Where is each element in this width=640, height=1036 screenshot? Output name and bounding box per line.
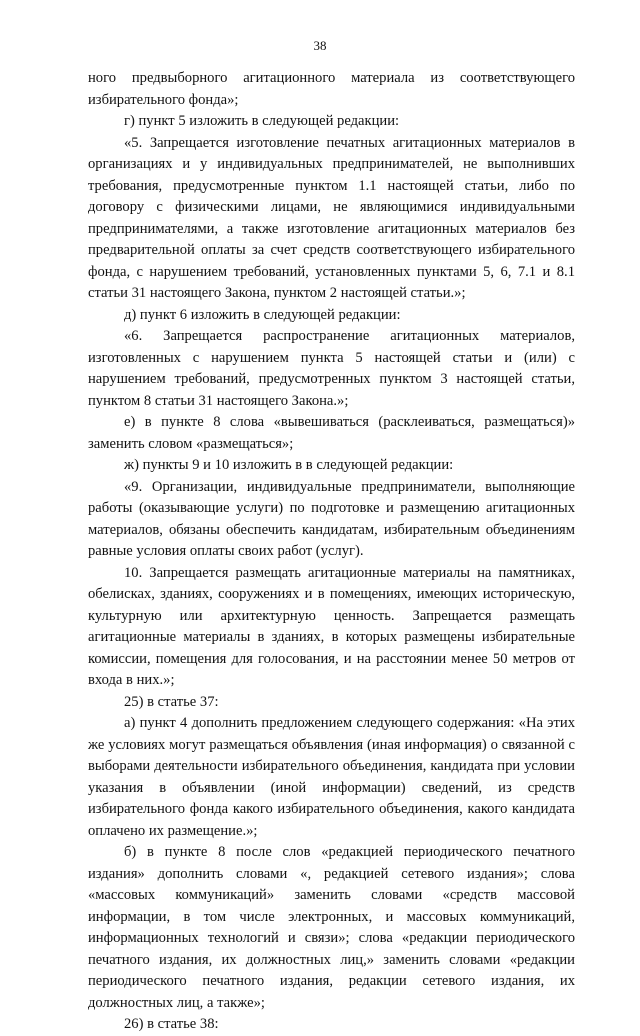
paragraph: г) пункт 5 изложить в следующей редакции:	[124, 113, 400, 129]
paragraph: ного предвыборного агитационного материала из соответствующего избирательного фонда»;	[88, 70, 575, 108]
paragraph: д) пункт 6 изложить в следующей редакции:	[124, 306, 401, 323]
paragraph: «9. Организации, индивидуальные предприниматели, выполняющие работы (оказывающие услуги) по подготовке и размещению агитационных материалов, обязаны обеспечить кандидатам, избирательным объединениям равные условия оплаты своих работ (услуг).	[88, 478, 575, 559]
paragraph: е) в пункте 8 слова «вывешиваться (расклеиваться, размещаться)» заменить словом «размещаться»;	[88, 414, 575, 452]
paragraph: ж) пункты 9 и 10 изложить в в следующей редакции:	[124, 457, 454, 473]
paragraph: «6. Запрещается распространение агитационных материалов, изготовленных с нарушением пункта 5 настоящей статьи и (или) с нарушением требований, предусмотренных пунктом 3 настоящей статьи, пунктом 8 статьи 31 настоящего Закона.»;	[88, 328, 575, 409]
paragraph: б) в пункте 8 после слов «редакцией периодического печатного издания» дополнить словами «, редакцией сетевого издания»; слова «массовых коммуникаций» заменить словами «средств массовой информации, в том числе электронных, и массовых коммуникаций, информационных технологий и связи»; слова «редакции периодического печатного издания, их должностных лиц,» заменить словами «редакции периодического печатного издания, редакции сетевого издания, их должностных лиц, а также»;	[88, 844, 575, 1011]
paragraph: 10. Запрещается размещать агитационные материалы на памятниках, обелисках, зданиях, сооружениях и в помещениях, имеющих историческую, культурную или архитектурную ценность. Запрещается размещать агитационные материалы в зданиях, в которых размещены избирательные комиссии, помещения для голосования, и на расстоянии менее 50 метров от входа в них.»;	[88, 564, 575, 688]
paragraph: 26) в статье 38:	[124, 1016, 219, 1032]
page-number: 38	[313, 38, 327, 53]
paragraph: 25) в статье 37:	[124, 693, 219, 710]
document-body	[88, 68, 575, 1036]
paragraph: «5. Запрещается изготовление печатных агитационных материалов в организациях и у индивидуальных предпринимателей, не выполнивших требования, предусмотренные пунктом 1.1 настоящей статьи, либо по договору с физическими лицами, не являющимися индивидуальными предпринимателями, а также изготовление агитационных материалов без предварительной оплаты за счет средств соответствующего избирательного фонда, с нарушением требований, установленных пунктами 5, 6, 7.1 и 8.1 статьи 31 настоящего Закона, пунктом 2 настоящей статьи.»;	[88, 134, 575, 301]
paragraph: а) пункт 4 дополнить предложением следующего содержания: «На этих же условиях могут размещаться объявления (иная информация) о связанной с выборами деятельности избирательного объединения, кандидата при условии указания в объявлении (иной информации) сведений, из средств избирательного фонда какого избирательного объединения, какого кандидата оплачено их размещение.»;	[88, 715, 575, 839]
